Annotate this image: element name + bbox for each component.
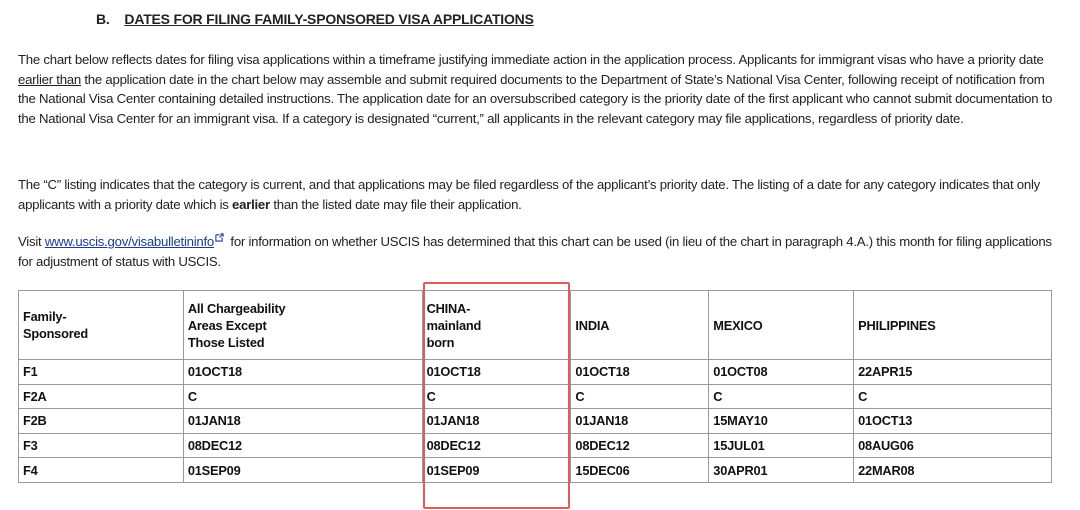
section-heading bbox=[96, 11, 534, 27]
cell-mexico: C bbox=[709, 384, 854, 409]
cell-india: 15DEC06 bbox=[571, 458, 709, 483]
cell-india: C bbox=[571, 384, 709, 409]
header-line: Sponsored bbox=[23, 326, 89, 341]
header-line: INDIA bbox=[575, 317, 610, 333]
header-line: CHINA- bbox=[426, 300, 471, 316]
header-line: Family- bbox=[23, 309, 67, 324]
header-line: born bbox=[426, 334, 455, 350]
cell-india: 08DEC12 bbox=[571, 433, 709, 458]
external-link-icon bbox=[215, 233, 224, 242]
cell-all-chargeability: 01JAN18 bbox=[183, 409, 422, 434]
table-row bbox=[19, 433, 1052, 458]
cell-china: 08DEC12 bbox=[422, 433, 571, 458]
header-india bbox=[571, 291, 709, 360]
cell-category: F2A bbox=[19, 384, 184, 409]
header-family-sponsored bbox=[19, 291, 184, 360]
header-philippines bbox=[854, 291, 1052, 360]
header-line: Those Listed bbox=[187, 334, 265, 350]
cell-category: F2B bbox=[19, 409, 184, 434]
cell-all-chargeability: 01OCT18 bbox=[183, 360, 422, 385]
cell-mexico: 30APR01 bbox=[709, 458, 854, 483]
table-body bbox=[19, 360, 1052, 483]
cell-category: F3 bbox=[19, 433, 184, 458]
cell-philippines: 08AUG06 bbox=[854, 433, 1052, 458]
cell-all-chargeability: 08DEC12 bbox=[183, 433, 422, 458]
cell-mexico: 15MAY10 bbox=[709, 409, 854, 434]
uscis-text-2: for information on whether USCIS has determined that this chart can be used (in lieu of the chart in paragraph 4.A.) this month for filing applications for adjustment of status with USCIS. bbox=[18, 234, 1052, 269]
intro-text-1: The chart below reflects dates for filing visa applications within a timeframe justifying immediate action in the application process. Applicants for immigrant visas who have a priority date bbox=[18, 52, 1044, 67]
table-row bbox=[19, 360, 1052, 385]
current-bold-word: earlier bbox=[232, 196, 270, 212]
header-china bbox=[422, 291, 571, 360]
cell-china: 01JAN18 bbox=[422, 409, 571, 434]
intro-paragraph bbox=[18, 50, 1062, 128]
section-title: DATES FOR FILING FAMILY-SPONSORED VISA APPLICATIONS bbox=[124, 11, 534, 27]
header-line: MEXICO bbox=[713, 317, 763, 333]
table-row bbox=[19, 458, 1052, 483]
cell-all-chargeability: C bbox=[183, 384, 422, 409]
cell-philippines: 01OCT13 bbox=[854, 409, 1052, 434]
cell-philippines: C bbox=[854, 384, 1052, 409]
header-mexico bbox=[709, 291, 854, 360]
table-header-row bbox=[19, 291, 1052, 360]
cell-mexico: 15JUL01 bbox=[709, 433, 854, 458]
cell-philippines: 22MAR08 bbox=[854, 458, 1052, 483]
cell-china: 01OCT18 bbox=[422, 360, 571, 385]
cell-category: F1 bbox=[19, 360, 184, 385]
cell-china: C bbox=[422, 384, 571, 409]
cell-india: 01JAN18 bbox=[571, 409, 709, 434]
header-line: All Chargeability bbox=[187, 300, 286, 316]
header-all-chargeability bbox=[183, 291, 422, 360]
cell-philippines: 22APR15 bbox=[854, 360, 1052, 385]
cell-mexico: 01OCT08 bbox=[709, 360, 854, 385]
header-line: mainland bbox=[426, 317, 482, 333]
cell-china: 01SEP09 bbox=[422, 458, 571, 483]
current-listing-paragraph bbox=[18, 175, 1062, 214]
intro-text-2: the application date in the chart below may assemble and submit required documents to the Department of State’s National Visa Center, following receipt of notification from the National Visa Center containing detailed instructions. The application date for an oversubscribed category is the priority date of the first applicant who cannot submit documentation to the National Visa Center for an immigrant visa. If a category is designated “current,” all applicants in the relevant category may file applications, regardless of priority date. bbox=[18, 71, 1053, 126]
cell-india: 01OCT18 bbox=[571, 360, 709, 385]
cell-all-chargeability: 01SEP09 bbox=[183, 458, 422, 483]
table-row bbox=[19, 409, 1052, 434]
family-sponsored-table bbox=[18, 290, 1052, 483]
table-row bbox=[19, 384, 1052, 409]
uscis-link[interactable]: www.uscis.gov/visabulletininfo bbox=[44, 234, 214, 249]
section-prefix: B. bbox=[96, 11, 110, 27]
uscis-paragraph bbox=[18, 232, 1062, 271]
header-line: Areas Except bbox=[187, 317, 267, 333]
uscis-text-1: Visit bbox=[18, 234, 45, 249]
current-text-1: The “C” listing indicates that the category is current, and that applications may be filed regardless of the applicant’s priority date. The listing of a date for any category indicates that only applicants with a priority date which is bbox=[18, 177, 1040, 212]
current-text-2: than the listed date may file their application. bbox=[269, 196, 522, 212]
cell-category: F4 bbox=[19, 458, 184, 483]
header-line: PHILIPPINES bbox=[858, 317, 936, 333]
intro-emphasis: earlier than bbox=[18, 71, 81, 87]
